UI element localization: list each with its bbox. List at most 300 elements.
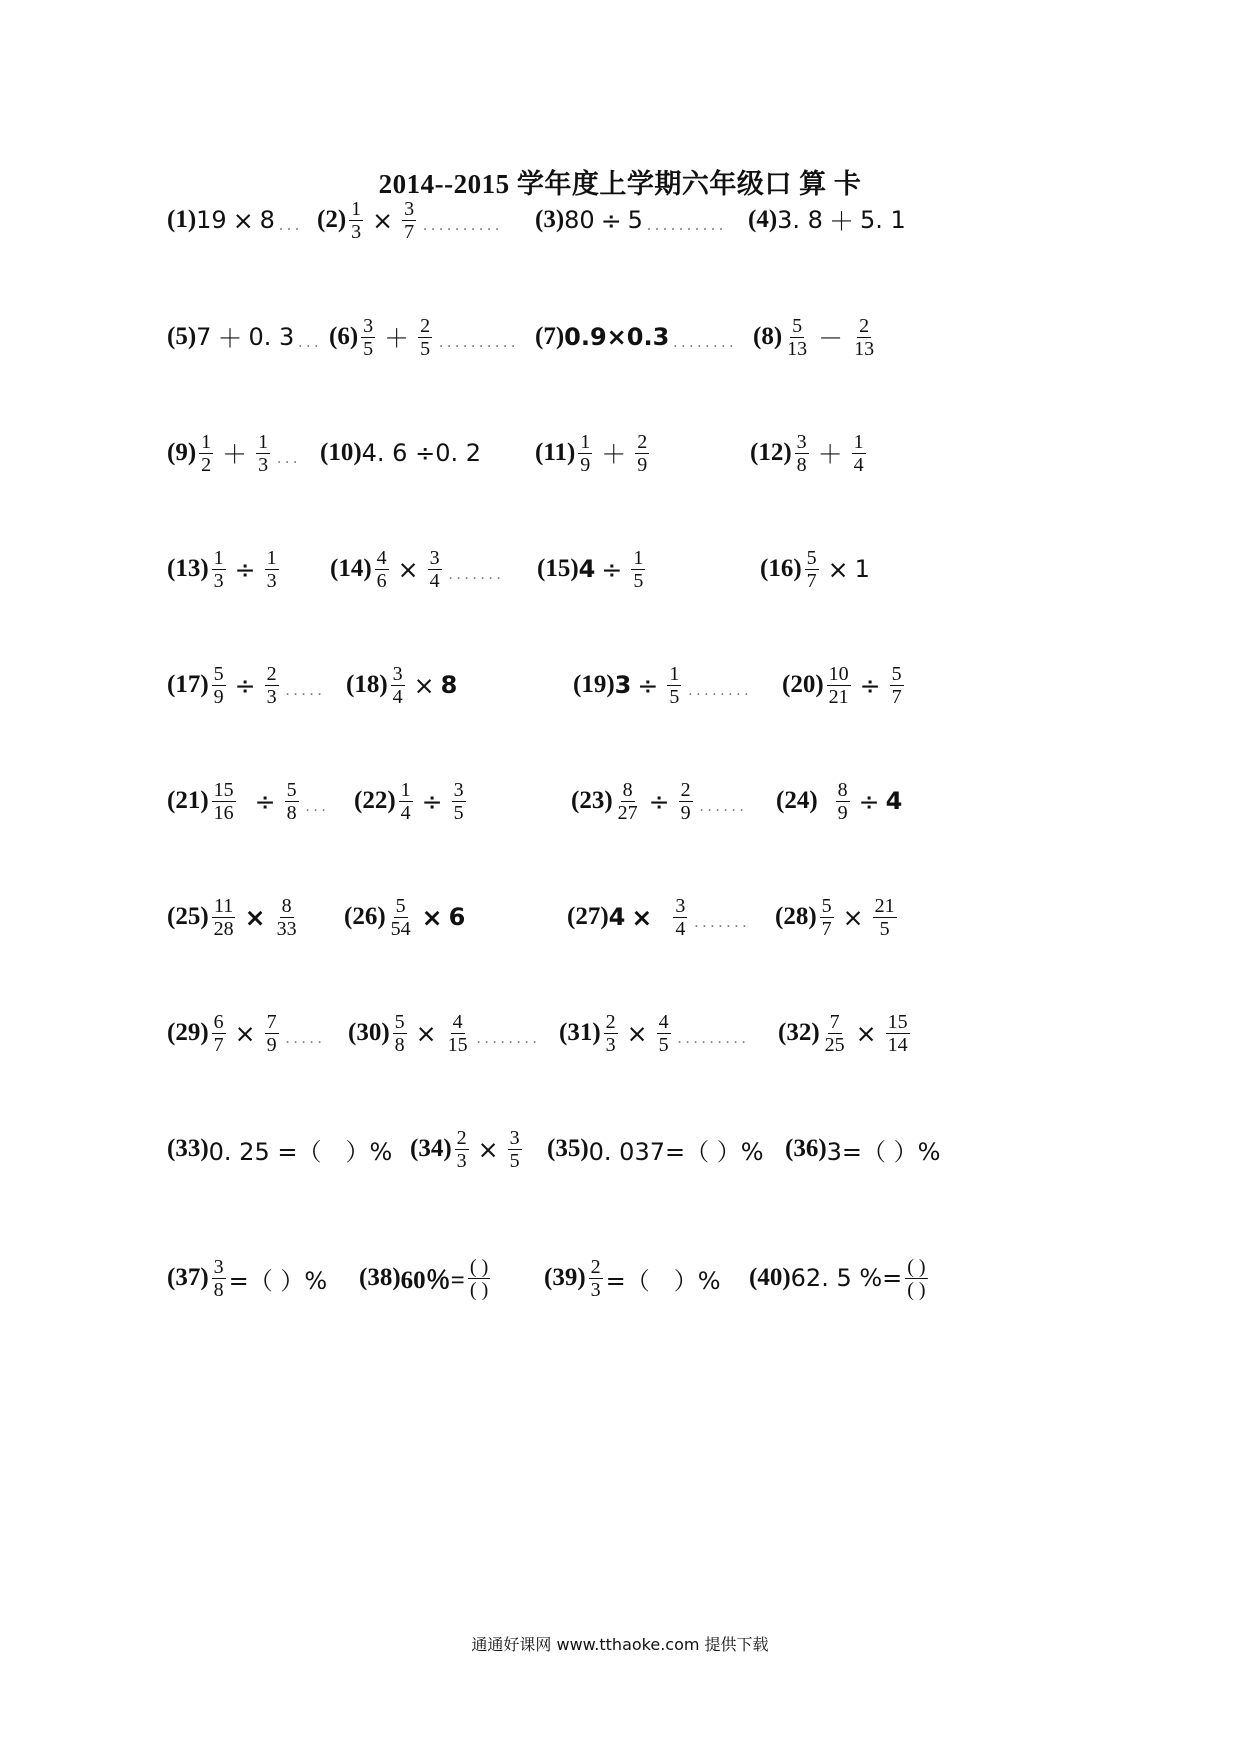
denominator: 27 xyxy=(617,801,638,824)
problem-row-1 xyxy=(0,175,1240,265)
operator: × xyxy=(827,554,849,584)
problem-19 xyxy=(573,640,752,730)
problem-24 xyxy=(776,756,902,846)
fraction xyxy=(616,779,640,824)
operand: 0. 3 xyxy=(248,323,295,351)
denominator: 13 xyxy=(787,337,808,360)
denominator: 3 xyxy=(266,685,277,708)
problem-number: (34) xyxy=(410,1135,452,1162)
problem-10 xyxy=(320,408,481,498)
fraction xyxy=(199,431,213,476)
operator: × xyxy=(855,1018,877,1048)
denominator: 7 xyxy=(404,220,415,243)
problem-35 xyxy=(547,1104,764,1194)
numerator: 10 xyxy=(828,662,849,685)
denominator: 5 xyxy=(363,337,374,360)
problem-26 xyxy=(344,872,465,962)
problem-number: (36) xyxy=(785,1135,827,1162)
problem-28 xyxy=(775,872,900,962)
fraction xyxy=(393,1011,407,1056)
denominator: 16 xyxy=(213,801,234,824)
dotted-leader: ..... xyxy=(285,682,326,699)
denominator: 14 xyxy=(887,1033,908,1056)
numerator: 5 xyxy=(213,662,224,685)
problem-number: (12) xyxy=(750,439,792,466)
problem-17 xyxy=(167,640,326,730)
denominator: 54 xyxy=(390,917,411,940)
denominator: 15 xyxy=(447,1033,468,1056)
problem-number: (2) xyxy=(317,206,347,233)
problem-row-10 xyxy=(0,1233,1240,1323)
problem-number: (10) xyxy=(320,439,362,466)
denominator: 7 xyxy=(821,917,832,940)
denominator: 3 xyxy=(351,220,362,243)
fraction xyxy=(589,1256,603,1301)
denominator: 4 xyxy=(392,685,403,708)
operator: × xyxy=(421,902,443,932)
denominator: 4 xyxy=(675,917,686,940)
fraction xyxy=(265,663,279,708)
problem-27 xyxy=(567,872,750,962)
numerator: 8 xyxy=(281,894,292,917)
operator: ＋ xyxy=(222,440,248,469)
operator: － xyxy=(818,324,844,353)
operand: 80 xyxy=(564,206,595,234)
fraction xyxy=(455,1127,469,1172)
problem-number: (35) xyxy=(547,1135,589,1162)
denominator: 28 xyxy=(213,917,234,940)
problem-16 xyxy=(760,524,870,614)
numerator: 2 xyxy=(456,1126,467,1149)
dotted-leader: ....... xyxy=(694,914,751,931)
operand: 5 xyxy=(627,206,643,234)
problem-number: (28) xyxy=(775,903,817,930)
expression: 0. 25 =（ ）% xyxy=(208,1137,393,1166)
denominator: 3 xyxy=(590,1278,601,1301)
denominator: 4 xyxy=(853,453,864,476)
denominator: 2 xyxy=(201,453,212,476)
numerator: 3 xyxy=(509,1126,520,1149)
problem-number: (17) xyxy=(167,671,209,698)
operator: ÷ xyxy=(600,205,622,235)
problem-number: (40) xyxy=(749,1264,791,1291)
operator: ＋ xyxy=(601,440,627,469)
numerator: 7 xyxy=(266,1010,277,1033)
fraction xyxy=(836,779,850,824)
denominator: 13 xyxy=(854,337,875,360)
expression: =（ ）% xyxy=(605,1266,721,1295)
problem-number: (4) xyxy=(748,206,778,233)
problem-6 xyxy=(329,292,519,382)
operand: 5. 1 xyxy=(859,206,906,234)
denominator: 7 xyxy=(806,569,817,592)
problem-9 xyxy=(167,408,301,498)
numerator: 1 xyxy=(266,546,277,569)
problem-number: (14) xyxy=(330,555,372,582)
numerator: 2 xyxy=(266,662,277,685)
numerator: 2 xyxy=(420,314,431,337)
numerator: 1 xyxy=(351,197,362,220)
problem-22 xyxy=(354,756,469,846)
fraction xyxy=(399,779,413,824)
denominator: 5 xyxy=(420,337,431,360)
numerator: 21 xyxy=(874,894,895,917)
numerator: 3 xyxy=(392,662,403,685)
numerator: ( ) xyxy=(907,1255,926,1278)
problem-number: (13) xyxy=(167,555,209,582)
denominator: 5 xyxy=(669,685,680,708)
numerator: 5 xyxy=(891,662,902,685)
operator: ＋ xyxy=(384,324,410,353)
problem-7 xyxy=(535,292,737,382)
expression: 60％= xyxy=(400,1267,465,1294)
problem-39 xyxy=(544,1233,721,1323)
problem-20 xyxy=(782,640,907,730)
numerator: 2 xyxy=(859,314,870,337)
problem-number: (23) xyxy=(571,787,613,814)
denominator: 8 xyxy=(796,453,807,476)
operator: ＋ xyxy=(217,324,243,353)
denominator: 3 xyxy=(456,1149,467,1172)
numerator: 8 xyxy=(837,778,848,801)
numerator: 3 xyxy=(429,546,440,569)
expression: 4. 6 ÷0. 2 xyxy=(361,439,481,467)
operator: × xyxy=(631,902,653,932)
dotted-leader: .......... xyxy=(439,334,520,351)
expression: 62. 5 %= xyxy=(790,1264,903,1292)
problem-number: (25) xyxy=(167,903,209,930)
problem-row-8 xyxy=(0,988,1240,1078)
operator: ÷ xyxy=(648,786,670,816)
problem-number: (32) xyxy=(778,1019,820,1046)
fraction xyxy=(361,315,375,360)
fraction xyxy=(428,547,442,592)
operator: × xyxy=(626,1018,648,1048)
fraction xyxy=(275,895,299,940)
problem-8 xyxy=(753,292,879,382)
problem-37 xyxy=(167,1233,327,1323)
problem-row-6 xyxy=(0,756,1240,846)
denominator: 8 xyxy=(286,801,297,824)
numerator: 1 xyxy=(580,430,591,453)
fraction xyxy=(905,1256,927,1301)
expression: 0. 037=（ ）% xyxy=(588,1137,764,1166)
denominator: 9 xyxy=(637,453,648,476)
expression: 3=（ ）% xyxy=(826,1137,941,1166)
problem-1 xyxy=(167,175,303,265)
page-title: 2014--2015 学年度上学期六年级口 算 卡 xyxy=(378,169,862,199)
denominator: 25 xyxy=(824,1033,845,1056)
fraction xyxy=(604,1011,618,1056)
operator: × xyxy=(232,205,254,235)
fraction xyxy=(635,431,649,476)
operator: × xyxy=(397,554,419,584)
dotted-leader: ... xyxy=(305,798,330,815)
problem-number: (3) xyxy=(535,206,565,233)
problem-38 xyxy=(359,1233,493,1323)
dotted-leader: .......... xyxy=(423,217,504,234)
denominator: 9 xyxy=(213,685,224,708)
operand: 3. 8 xyxy=(777,206,823,234)
problem-29 xyxy=(167,988,326,1078)
operand: 4 xyxy=(608,903,626,931)
fraction xyxy=(452,779,466,824)
numerator: 2 xyxy=(605,1010,616,1033)
operand: 8 xyxy=(259,206,275,234)
problem-30 xyxy=(348,988,541,1078)
problem-number: (29) xyxy=(167,1019,209,1046)
denominator: 3 xyxy=(213,569,224,592)
fraction xyxy=(375,547,389,592)
denominator: 3 xyxy=(258,453,269,476)
denominator: 9 xyxy=(680,801,691,824)
numerator: 5 xyxy=(792,314,803,337)
fraction xyxy=(673,895,687,940)
problem-number: (6) xyxy=(329,323,359,350)
problem-row-4 xyxy=(0,524,1240,614)
problem-32 xyxy=(778,988,913,1078)
dotted-leader: ....... xyxy=(448,566,505,583)
operator: ÷ xyxy=(637,670,659,700)
operator: ÷ xyxy=(859,670,881,700)
fraction xyxy=(852,315,876,360)
denominator: 8 xyxy=(213,1278,224,1301)
problem-number: (33) xyxy=(167,1135,209,1162)
numerator: 3 xyxy=(796,430,807,453)
dotted-leader: ........ xyxy=(688,682,753,699)
problem-number: (8) xyxy=(753,323,783,350)
denominator: 3 xyxy=(266,569,277,592)
fraction xyxy=(631,547,645,592)
denominator: 9 xyxy=(266,1033,277,1056)
operator: ＋ xyxy=(828,207,854,236)
fraction xyxy=(212,547,226,592)
fraction xyxy=(468,1256,490,1301)
fraction xyxy=(785,315,809,360)
problem-number: (30) xyxy=(348,1019,390,1046)
numerator: 5 xyxy=(821,894,832,917)
fraction xyxy=(389,895,413,940)
numerator: 4 xyxy=(452,1010,463,1033)
denominator: 5 xyxy=(633,569,644,592)
numerator: 3 xyxy=(404,197,415,220)
numerator: 15 xyxy=(887,1010,908,1033)
numerator: 5 xyxy=(394,1010,405,1033)
operand: 3 xyxy=(614,671,632,699)
numerator: 1 xyxy=(213,546,224,569)
numerator: 1 xyxy=(258,430,269,453)
problem-13 xyxy=(167,524,282,614)
operator: ÷ xyxy=(421,786,443,816)
numerator: 5 xyxy=(286,778,297,801)
fraction xyxy=(667,663,681,708)
operator: × xyxy=(244,902,266,932)
problem-33 xyxy=(167,1104,392,1194)
denominator: 4 xyxy=(429,569,440,592)
denominator: 8 xyxy=(394,1033,405,1056)
dotted-leader: ........ xyxy=(476,1030,541,1047)
problem-12 xyxy=(750,408,869,498)
denominator: ( ) xyxy=(469,1278,489,1301)
fraction xyxy=(795,431,809,476)
problem-25 xyxy=(167,872,302,962)
fraction xyxy=(256,431,270,476)
dotted-leader: ... xyxy=(298,334,323,351)
problem-number: (18) xyxy=(346,671,388,698)
problem-3 xyxy=(535,175,727,265)
operand: 4 xyxy=(885,787,903,815)
fraction xyxy=(852,431,866,476)
dotted-leader: .......... xyxy=(646,217,727,234)
numerator: 2 xyxy=(590,1255,601,1278)
denominator: 5 xyxy=(879,917,890,940)
fraction xyxy=(578,431,592,476)
denominator: 21 xyxy=(828,685,849,708)
problem-number: (19) xyxy=(573,671,615,698)
problem-number: (20) xyxy=(782,671,824,698)
problem-23 xyxy=(571,756,748,846)
problem-number: (37) xyxy=(167,1264,209,1291)
operator: × xyxy=(415,1018,437,1048)
fraction xyxy=(873,895,897,940)
fraction xyxy=(657,1011,671,1056)
problem-36 xyxy=(785,1104,940,1194)
numerator: 1 xyxy=(633,546,644,569)
denominator: 7 xyxy=(213,1033,224,1056)
problem-14 xyxy=(330,524,505,614)
fraction xyxy=(508,1127,522,1172)
numerator: 8 xyxy=(622,778,633,801)
problem-5 xyxy=(167,292,322,382)
operand: 7 xyxy=(196,323,212,351)
operand: 19 xyxy=(196,206,227,234)
fraction xyxy=(827,663,851,708)
problem-31 xyxy=(559,988,750,1078)
operator: ÷ xyxy=(234,670,256,700)
problem-row-3 xyxy=(0,408,1240,498)
numerator: 3 xyxy=(453,778,464,801)
problem-number: (9) xyxy=(167,439,197,466)
numerator: 5 xyxy=(395,894,406,917)
fraction xyxy=(418,315,432,360)
operator: ÷ xyxy=(234,554,256,584)
fraction xyxy=(402,198,416,243)
problem-row-9 xyxy=(0,1104,1240,1194)
problem-number: (1) xyxy=(167,206,197,233)
denominator: 3 xyxy=(605,1033,616,1056)
problem-number: (38) xyxy=(359,1264,401,1291)
denominator: ( ) xyxy=(907,1278,926,1301)
page-footer: 通通好课网 www.tthaoke.com 提供下载 xyxy=(471,1635,769,1654)
problem-number: (24) xyxy=(776,787,818,814)
fraction xyxy=(212,1011,226,1056)
numerator: 15 xyxy=(213,778,234,801)
fraction xyxy=(212,1256,226,1301)
numerator: 3 xyxy=(363,314,374,337)
problem-number: (15) xyxy=(537,555,579,582)
numerator: 11 xyxy=(214,894,234,917)
problem-40 xyxy=(749,1233,931,1323)
operator: × xyxy=(372,205,394,235)
problem-number: (26) xyxy=(344,903,386,930)
operator: ÷ xyxy=(858,786,880,816)
operand: 4 xyxy=(578,555,596,583)
operator: × xyxy=(842,902,864,932)
fraction xyxy=(679,779,693,824)
problem-number: (7) xyxy=(535,323,565,350)
problem-number: (39) xyxy=(544,1264,586,1291)
denominator: 4 xyxy=(400,801,411,824)
fraction xyxy=(823,1011,847,1056)
problem-row-5 xyxy=(0,640,1240,730)
fraction xyxy=(886,1011,910,1056)
problem-11 xyxy=(535,408,652,498)
numerator: 5 xyxy=(806,546,817,569)
problem-15 xyxy=(537,524,648,614)
problem-number: (5) xyxy=(167,323,197,350)
numerator: 3 xyxy=(213,1255,224,1278)
denominator: 6 xyxy=(376,569,387,592)
denominator: 5 xyxy=(453,801,464,824)
operator: × xyxy=(234,1018,256,1048)
denominator: 7 xyxy=(891,685,902,708)
numerator: ( ) xyxy=(469,1255,489,1278)
denominator: 33 xyxy=(276,917,297,940)
problem-18 xyxy=(346,640,457,730)
problem-number: (22) xyxy=(354,787,396,814)
dotted-leader: ...... xyxy=(699,798,748,815)
problem-21 xyxy=(167,756,330,846)
denominator: 5 xyxy=(658,1033,669,1056)
operator: ＋ xyxy=(817,440,843,469)
numerator: 6 xyxy=(213,1010,224,1033)
problem-row-2 xyxy=(0,292,1240,382)
fraction xyxy=(285,779,299,824)
operator: × xyxy=(477,1134,499,1164)
dotted-leader: ... xyxy=(278,217,303,234)
fraction xyxy=(265,1011,279,1056)
dotted-leader: ... xyxy=(277,450,302,467)
fraction xyxy=(446,1011,470,1056)
problem-34 xyxy=(410,1104,525,1194)
numerator: 4 xyxy=(658,1010,669,1033)
operator: ÷ xyxy=(254,786,276,816)
denominator: 5 xyxy=(509,1149,520,1172)
fraction xyxy=(212,895,236,940)
fraction xyxy=(890,663,904,708)
problem-number: (16) xyxy=(760,555,802,582)
denominator: 9 xyxy=(837,801,848,824)
operand: 8 xyxy=(440,671,458,699)
dotted-leader: ......... xyxy=(677,1030,750,1047)
numerator: 1 xyxy=(853,430,864,453)
expression: 0.9×0.3 xyxy=(564,323,670,351)
fraction xyxy=(212,779,236,824)
problem-number: (31) xyxy=(559,1019,601,1046)
fraction xyxy=(212,663,226,708)
fraction xyxy=(349,198,363,243)
numerator: 1 xyxy=(669,662,680,685)
denominator: 9 xyxy=(580,453,591,476)
numerator: 2 xyxy=(637,430,648,453)
fraction xyxy=(391,663,405,708)
operator: ÷ xyxy=(601,554,623,584)
operand: 1 xyxy=(854,555,870,583)
problem-4 xyxy=(748,175,906,265)
fraction xyxy=(265,547,279,592)
numerator: 7 xyxy=(829,1010,840,1033)
problem-2 xyxy=(317,175,503,265)
